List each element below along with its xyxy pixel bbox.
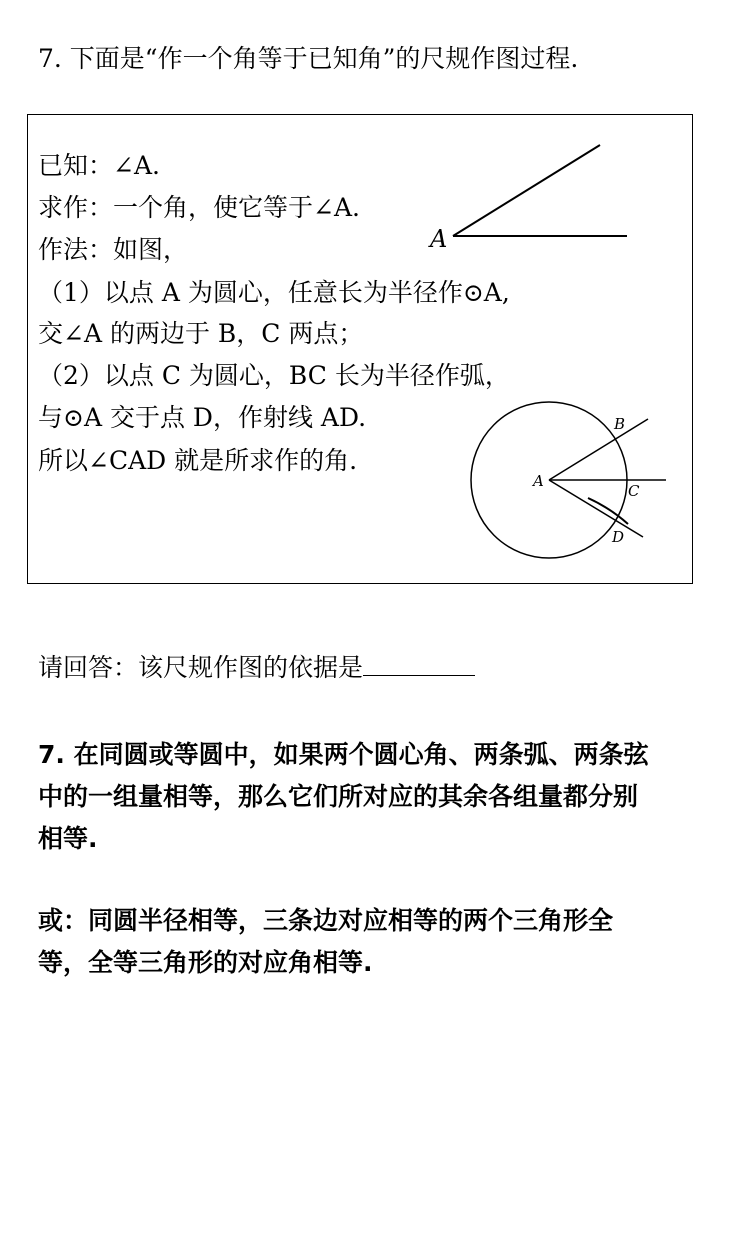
construction-figure: [460, 400, 692, 565]
angle-ray-upper: [453, 145, 600, 236]
question-title: 7. 下面是“作一个角等于已知角”的尺规作图过程.: [38, 44, 579, 73]
answer-line-3: 相等.: [38, 824, 98, 853]
task-line: 求作：一个角，使它等于∠A.: [38, 193, 360, 222]
ray-ab: [549, 419, 648, 480]
given-angle-figure: [425, 138, 635, 253]
step2-cont-line: 与⊙A 交于点 D，作射线 AD.: [38, 403, 367, 432]
arc-from-c: [588, 498, 628, 524]
step1-cont-line: 交∠A 的两边于 B，C 两点；: [38, 319, 364, 348]
step1-line: （1）以点 A 为圆心，任意长为半径作⊙A,: [38, 278, 510, 307]
point-label-b: B: [614, 415, 626, 433]
conclusion-line: 所以∠CAD 就是所求作的角.: [38, 446, 358, 475]
alt-answer-line-2: 等，全等三角形的对应角相等.: [38, 948, 373, 977]
answer-line-1: 7. 在同圆或等圆中，如果两个圆心角、两条弧、两条弦: [38, 740, 649, 769]
prompt-text: 请回答：该尺规作图的依据是: [38, 653, 364, 682]
method-line: 作法：如图，: [38, 235, 189, 264]
step2-line: （2）以点 C 为圆心，BC 长为半径作弧，: [38, 361, 510, 390]
point-label-a: A: [533, 472, 544, 490]
question-prompt: [38, 651, 475, 685]
answer-blank: [363, 653, 475, 676]
answer-line-2: 中的一组量相等，那么它们所对应的其余各组量都分别: [38, 782, 639, 811]
point-label-c: C: [628, 482, 640, 500]
given-line: 已知：∠A.: [38, 151, 160, 180]
point-label-d: D: [612, 528, 625, 546]
vertex-label-a: A: [430, 225, 448, 253]
alt-answer-line-1: 或：同圆半径相等，三条边对应相等的两个三角形全: [38, 906, 614, 935]
